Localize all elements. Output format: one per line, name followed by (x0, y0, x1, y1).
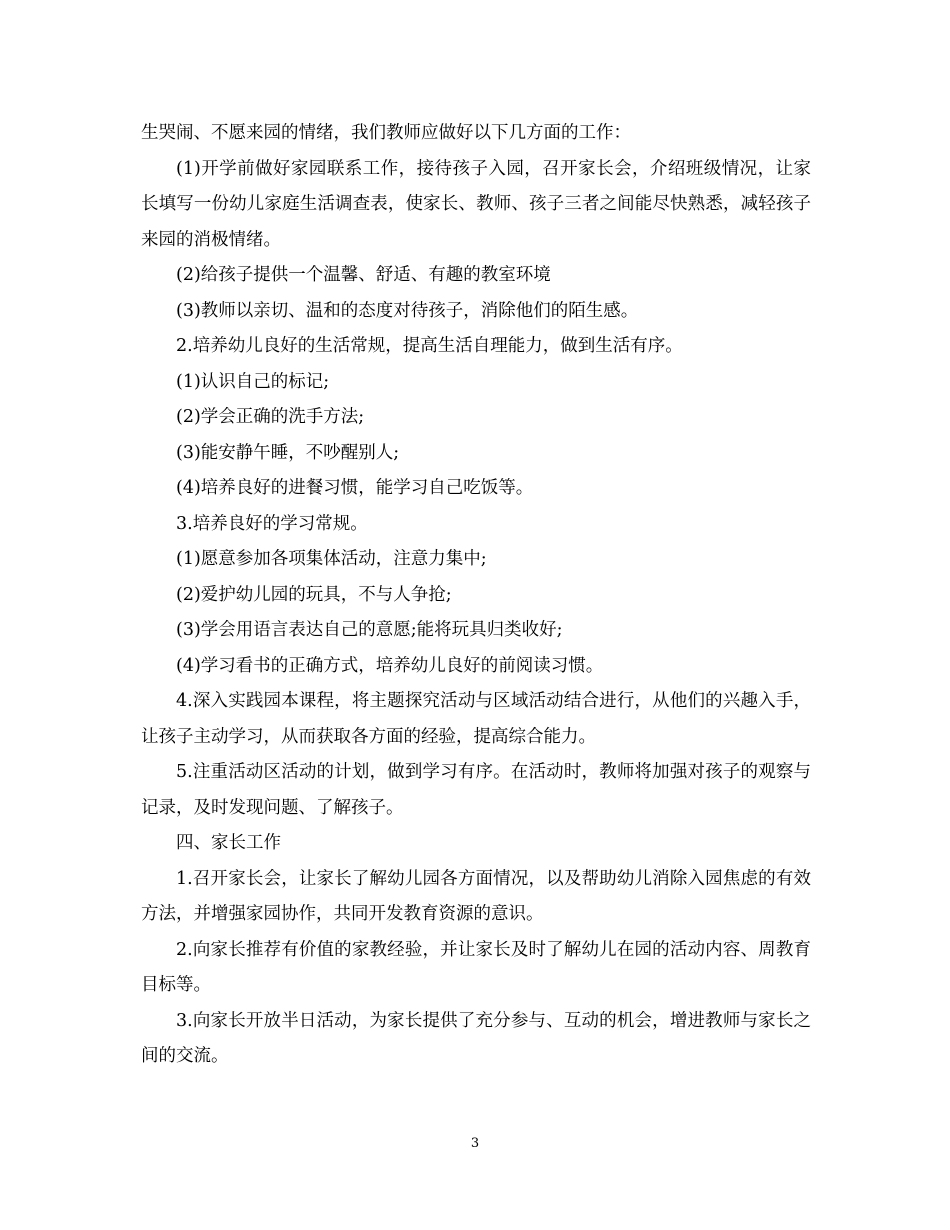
paragraph-item-3-1: (1)愿意参加各项集体活动，注意力集中; (176, 549, 487, 569)
paragraph-parent-1: 1.召开家长会，让家长了解幼儿园各方面情况，以及帮助幼儿消除入园焦虑的有效方法，并增强家园协作，共同开发教育资源的意识。 (141, 868, 811, 924)
paragraph-section-2: 2.培养幼儿良好的生活常规，提高生活自理能力，做到生活有序。 (176, 336, 683, 356)
paragraph-item-3-3: (3)学会用语言表达自己的意愿;能将玩具归类收好; (176, 620, 563, 640)
section-heading-parent-work: 四、家长工作 (176, 833, 281, 853)
paragraph-parent-2: 2.向家长推荐有价值的家教经验，并让家长及时了解幼儿在园的活动内容、周教育目标等。 (141, 939, 811, 995)
paragraph-item-3-4: (4)学习看书的正确方式，培养幼儿良好的前阅读习惯。 (176, 655, 604, 676)
paragraph-item-1-2: (2)给孩子提供一个温馨、舒适、有趣的教室环境 (176, 265, 551, 285)
paragraph-section-4: 4.深入实践园本课程，将主题探究活动与区域活动结合进行，从他们的兴趣入手，让孩子主动学习，从而获取各方面的经验，提高综合能力。 (141, 691, 811, 747)
paragraph-item-2-1: (1)认识自己的标记; (176, 371, 330, 392)
paragraph-parent-3: 3.向家长开放半日活动，为家长提供了充分参与、互动的机会，增进教师与家长之间的交流。 (141, 1010, 811, 1066)
page-number: 3 (470, 1136, 480, 1151)
paragraph-item-2-4: (4)培养良好的进餐习惯，能学习自己吃饭等。 (176, 478, 534, 498)
paragraph-item-1-3: (3)教师以亲切、温和的态度对待孩子，消除他们的陌生感。 (176, 300, 639, 321)
paragraph-section-5: 5.注重活动区活动的计划，做到学习有序。在活动时，教师将加强对孩子的观察与记录，及时发现问题、了解孩子。 (141, 762, 811, 818)
document-body (141, 116, 811, 1075)
paragraph-item-2-2: (2)学会正确的洗手方法; (176, 407, 365, 427)
paragraph-item-1-1: (1)开学前做好家园联系工作，接待孩子入园，召开家长会，介绍班级情况，让家长填写一份幼儿家庭生活调查表，使家长、教师、孩子三者之间能尽快熟悉，减轻孩子来园的消极情绪。 (141, 158, 811, 250)
paragraph-continuation: 生哭闹、不愿来园的情绪，我们教师应做好以下几方面的工作： (141, 123, 631, 143)
paragraph-item-3-2: (2)爱护幼儿园的玩具，不与人争抢; (176, 584, 452, 605)
paragraph-section-3: 3.培养良好的学习常规。 (176, 513, 368, 534)
paragraph-item-2-3: (3)能安静午睡，不吵醒别人; (176, 442, 400, 463)
